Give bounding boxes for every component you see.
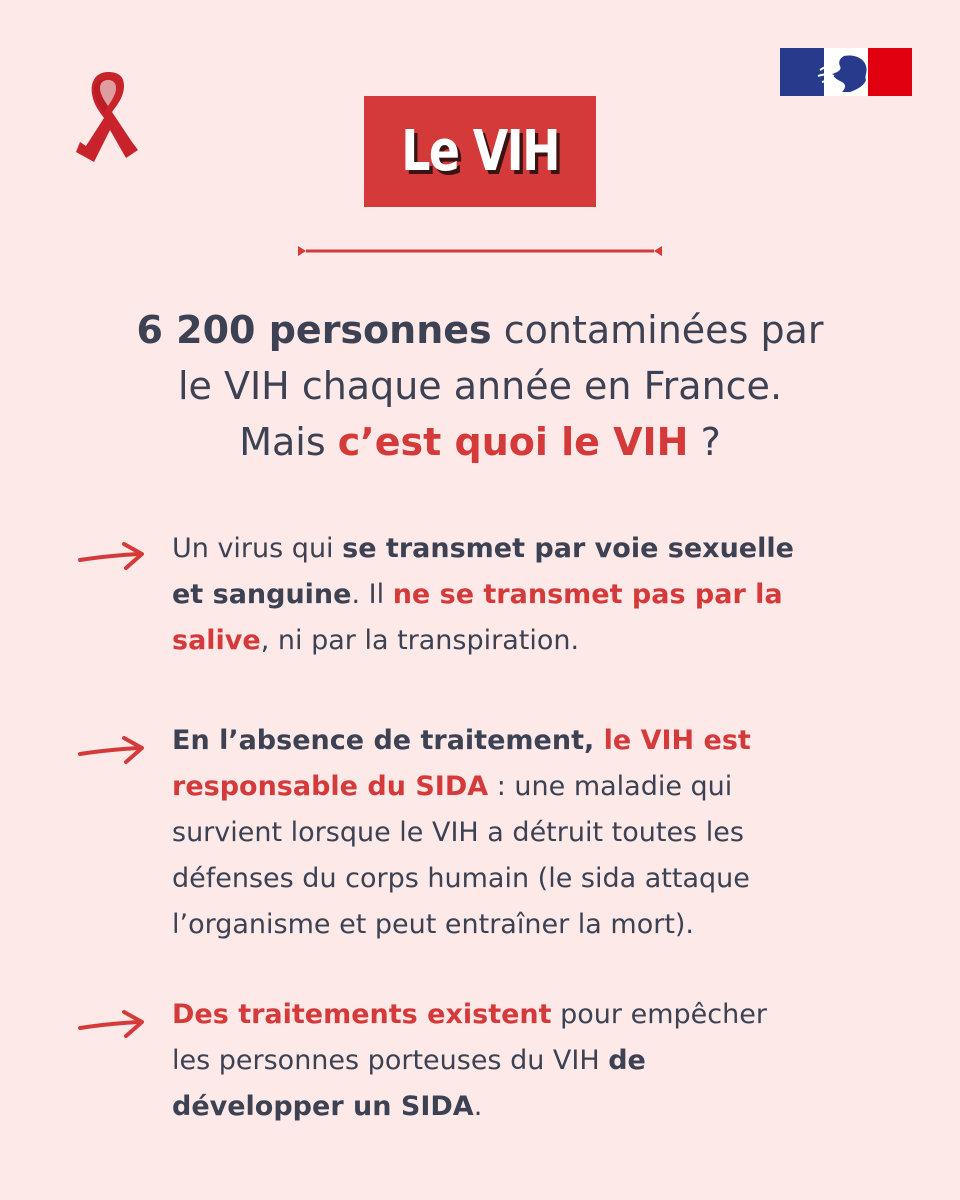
- point-text-segment: . Il: [351, 579, 393, 610]
- point-text-segment: les personnes porteuses du VIH: [172, 1045, 609, 1076]
- intro-text: [40, 302, 920, 470]
- point-text-segment: , ni par la transpiration.: [260, 625, 580, 656]
- point-line: [172, 764, 912, 810]
- point-bold-segment: et sanguine: [172, 579, 352, 610]
- point-bold-segment: développer un SIDA: [172, 1091, 474, 1122]
- point-text-segment: Un virus qui: [172, 533, 343, 564]
- point-line: [172, 1038, 912, 1084]
- point-line: l’organisme et peut entraîner la mort).: [172, 909, 695, 940]
- intro-text-segment: ?: [688, 420, 721, 464]
- point-line: [172, 618, 912, 664]
- decorative-divider: [296, 244, 664, 258]
- point-line: [172, 526, 912, 572]
- arrow-right-icon: [76, 540, 150, 574]
- point-red-segment: Des traitements existent: [172, 999, 552, 1030]
- bullet-point-treatments: [172, 992, 912, 1130]
- point-text-segment: .: [473, 1091, 483, 1122]
- page-title: Le VIH: [401, 119, 559, 184]
- point-bold-segment: de: [608, 1045, 646, 1076]
- arrow-right-icon: [76, 1008, 150, 1042]
- point-red-segment: le VIH est: [603, 725, 751, 756]
- bullet-point-sida: [172, 718, 912, 948]
- point-line: [172, 1084, 912, 1130]
- point-text-segment: : une maladie qui: [488, 771, 733, 802]
- point-line: [172, 572, 912, 618]
- intro-line-2: le VIH chaque année en France.: [177, 364, 783, 408]
- point-red-segment: responsable du SIDA: [172, 771, 489, 802]
- point-line: défenses du corps humain (le sida attaque: [172, 863, 750, 894]
- point-bold-segment: En l’absence de traitement,: [172, 725, 604, 756]
- intro-question-highlight: c’est quoi le VIH: [337, 420, 689, 464]
- point-red-segment: salive: [172, 625, 261, 656]
- intro-line-1: [40, 302, 920, 358]
- red-ribbon-icon: [74, 66, 142, 166]
- title-banner: [364, 96, 596, 207]
- point-red-segment: ne se transmet pas par la: [392, 579, 783, 610]
- arrow-right-icon: [76, 734, 150, 768]
- point-line: [172, 718, 912, 764]
- french-republic-marianne-logo: [780, 48, 912, 96]
- point-text-segment: pour empêcher: [551, 999, 767, 1030]
- point-line: [172, 992, 912, 1038]
- intro-text-segment: Mais: [239, 420, 338, 464]
- point-bold-segment: se transmet par voie sexuelle: [342, 533, 794, 564]
- bullet-point-transmission: [172, 526, 912, 664]
- intro-highlight-count: 6 200 personnes: [136, 308, 492, 352]
- point-line: survient lorsque le VIH a détruit toutes les: [172, 817, 744, 848]
- intro-text-segment: contaminées par: [491, 308, 824, 352]
- intro-line-3: [40, 414, 920, 470]
